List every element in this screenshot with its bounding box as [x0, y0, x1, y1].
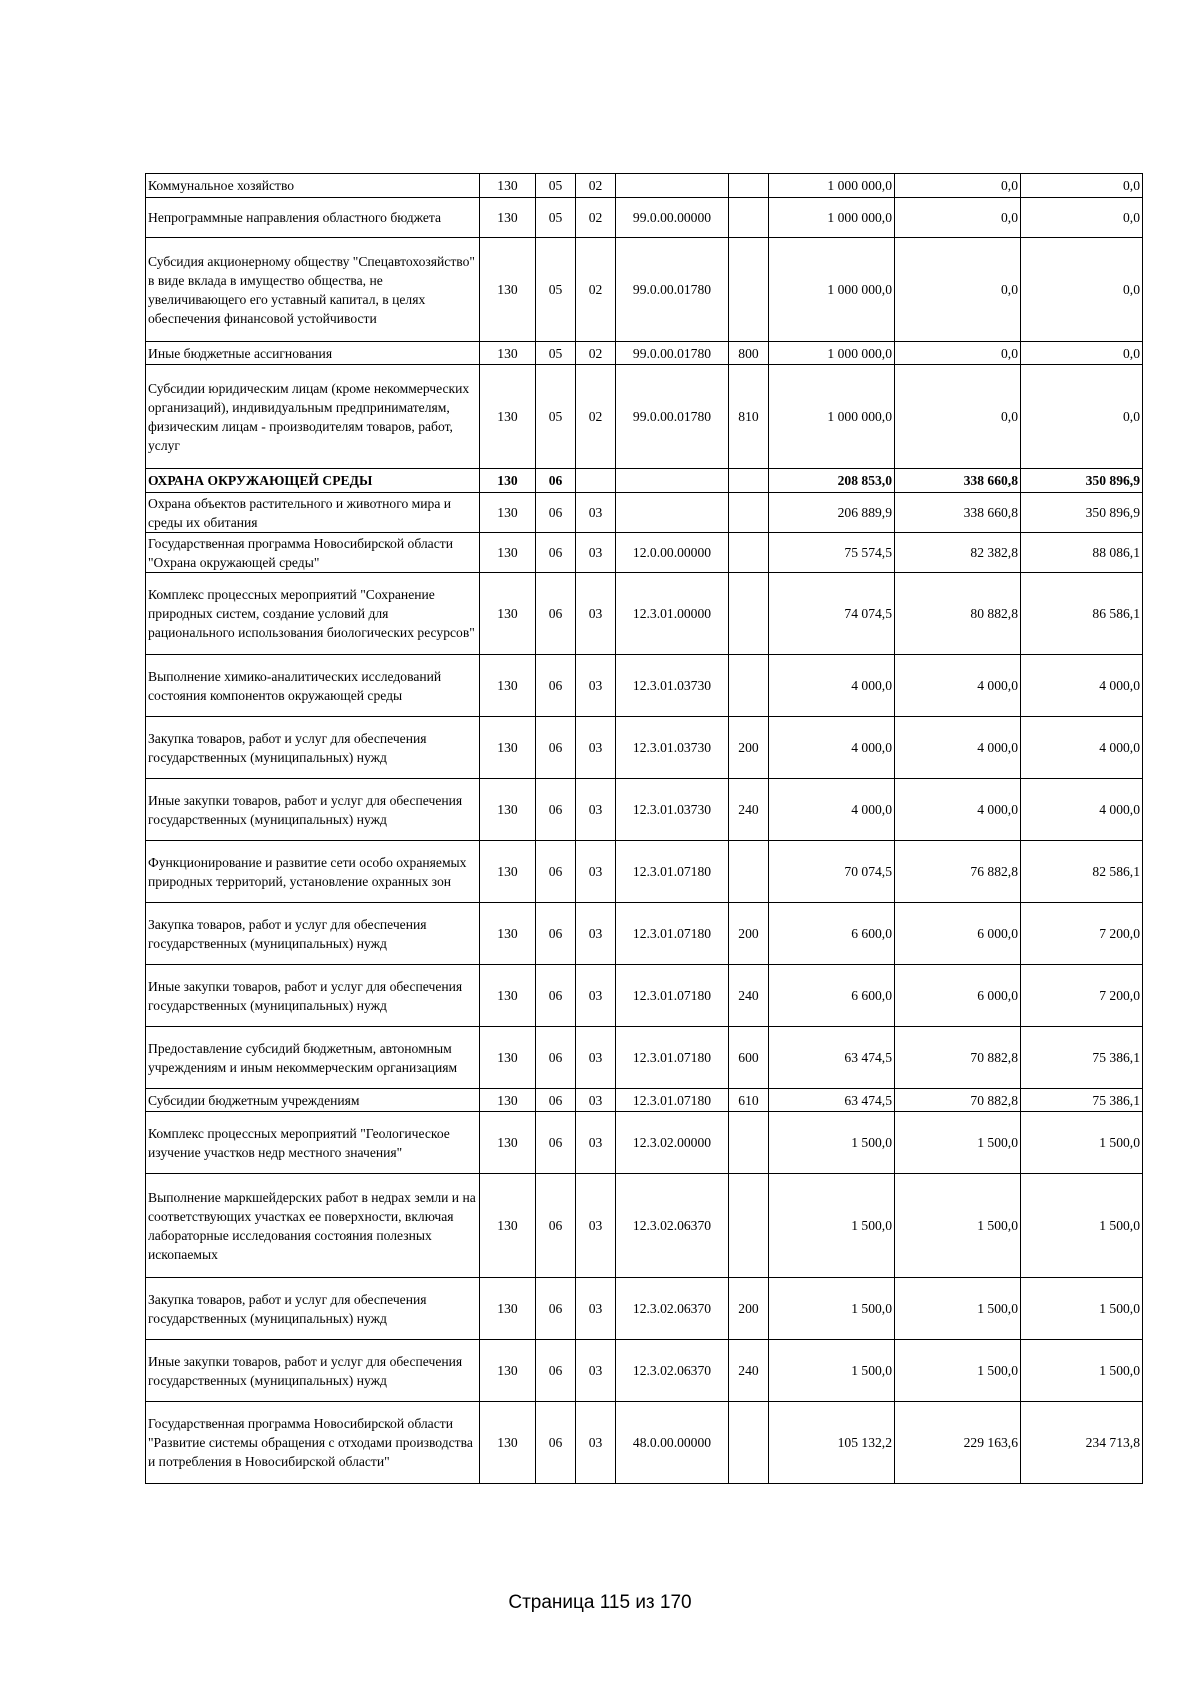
ministry-code: 130: [480, 903, 536, 965]
table-row: [146, 717, 1143, 779]
row-name: Субсидии юридическим лицам (кроме некоммерческих организаций), индивидуальным предпринимателям, физическим лицам - производителям товаров, работ, услуг: [146, 365, 480, 469]
section-code: 06: [536, 1278, 576, 1340]
amount-2: 338 660,8: [895, 469, 1021, 493]
row-name: Выполнение маркшейдерских работ в недрах земли и на соответствующих участках ее поверхности, включая лабораторные исследования состояния полезных ископаемых: [146, 1174, 480, 1278]
table-row: [146, 841, 1143, 903]
amount-2: 70 882,8: [895, 1027, 1021, 1089]
amount-2: 1 500,0: [895, 1278, 1021, 1340]
section-code: 06: [536, 469, 576, 493]
subsection-code: [576, 469, 616, 493]
expense-type-code: 200: [729, 717, 769, 779]
amount-2: 76 882,8: [895, 841, 1021, 903]
expense-type-code: [729, 198, 769, 238]
target-article-code: 12.3.02.06370: [616, 1340, 729, 1402]
expense-type-code: 810: [729, 365, 769, 469]
amount-2: 0,0: [895, 342, 1021, 365]
subsection-code: 03: [576, 573, 616, 655]
expense-type-code: 240: [729, 1340, 769, 1402]
section-code: 06: [536, 1340, 576, 1402]
table-row: [146, 1027, 1143, 1089]
ministry-code: 130: [480, 342, 536, 365]
target-article-code: [616, 469, 729, 493]
section-total-row: [146, 469, 1143, 493]
ministry-code: 130: [480, 365, 536, 469]
target-article-code: 12.3.02.06370: [616, 1174, 729, 1278]
section-code: 06: [536, 533, 576, 573]
amount-3: 1 500,0: [1021, 1340, 1143, 1402]
expense-type-code: [729, 174, 769, 198]
amount-3: 4 000,0: [1021, 779, 1143, 841]
amount-1: 63 474,5: [769, 1027, 895, 1089]
budget-table: [145, 173, 1143, 1484]
row-name: Закупка товаров, работ и услуг для обеспечения государственных (муниципальных) нужд: [146, 1278, 480, 1340]
section-code: 06: [536, 493, 576, 533]
amount-1: 6 600,0: [769, 965, 895, 1027]
ministry-code: 130: [480, 1340, 536, 1402]
table-row: [146, 1174, 1143, 1278]
ministry-code: 130: [480, 198, 536, 238]
section-code: 06: [536, 655, 576, 717]
amount-3: 88 086,1: [1021, 533, 1143, 573]
amount-2: 6 000,0: [895, 903, 1021, 965]
target-article-code: 12.0.00.00000: [616, 533, 729, 573]
target-article-code: 12.3.01.07180: [616, 1089, 729, 1112]
ministry-code: 130: [480, 779, 536, 841]
amount-1: 1 000 000,0: [769, 365, 895, 469]
target-article-code: 12.3.01.07180: [616, 841, 729, 903]
amount-3: 7 200,0: [1021, 965, 1143, 1027]
amount-3: 0,0: [1021, 198, 1143, 238]
expense-type-code: 200: [729, 903, 769, 965]
subsection-code: 03: [576, 655, 616, 717]
expense-type-code: 200: [729, 1278, 769, 1340]
row-name: Субсидии бюджетным учреждениям: [146, 1089, 480, 1112]
table-row: [146, 174, 1143, 198]
amount-1: 6 600,0: [769, 903, 895, 965]
amount-1: 4 000,0: [769, 655, 895, 717]
row-name: Государственная программа Новосибирской области "Охрана окружающей среды": [146, 533, 480, 573]
amount-3: 0,0: [1021, 174, 1143, 198]
amount-1: 1 000 000,0: [769, 238, 895, 342]
table-row: [146, 779, 1143, 841]
subsection-code: 02: [576, 198, 616, 238]
expense-type-code: 600: [729, 1027, 769, 1089]
ministry-code: 130: [480, 841, 536, 903]
table-row: [146, 365, 1143, 469]
amount-2: 70 882,8: [895, 1089, 1021, 1112]
amount-3: 75 386,1: [1021, 1089, 1143, 1112]
ministry-code: 130: [480, 1112, 536, 1174]
table-row: [146, 342, 1143, 365]
subsection-code: 02: [576, 174, 616, 198]
section-code: 06: [536, 717, 576, 779]
row-name: Субсидия акционерному обществу "Спецавтохозяйство" в виде вклада в имущество общества, не увеличивающего его уставный капитал, в целях обеспечения финансовой устойчивости: [146, 238, 480, 342]
amount-2: 1 500,0: [895, 1174, 1021, 1278]
section-code: 06: [536, 1027, 576, 1089]
expense-type-code: [729, 469, 769, 493]
target-article-code: 99.0.00.01780: [616, 342, 729, 365]
subsection-code: 03: [576, 1089, 616, 1112]
amount-1: 1 000 000,0: [769, 342, 895, 365]
expense-type-code: [729, 493, 769, 533]
expense-type-code: [729, 841, 769, 903]
section-code: 05: [536, 174, 576, 198]
row-name: Выполнение химико-аналитических исследований состояния компонентов окружающей среды: [146, 655, 480, 717]
amount-3: 234 713,8: [1021, 1402, 1143, 1484]
subsection-code: 02: [576, 365, 616, 469]
section-code: 06: [536, 573, 576, 655]
amount-3: 1 500,0: [1021, 1174, 1143, 1278]
row-name: Государственная программа Новосибирской области "Развитие системы обращения с отходами производства и потребления в Новосибирской области": [146, 1402, 480, 1484]
target-article-code: 12.3.01.07180: [616, 903, 729, 965]
amount-3: 7 200,0: [1021, 903, 1143, 965]
subsection-code: 03: [576, 841, 616, 903]
amount-1: 105 132,2: [769, 1402, 895, 1484]
expense-type-code: [729, 238, 769, 342]
amount-2: 0,0: [895, 365, 1021, 469]
amount-1: 208 853,0: [769, 469, 895, 493]
ministry-code: 130: [480, 965, 536, 1027]
subsection-code: 03: [576, 533, 616, 573]
table-row: [146, 1278, 1143, 1340]
amount-3: 82 586,1: [1021, 841, 1143, 903]
row-name: Охрана объектов растительного и животного мира и среды их обитания: [146, 493, 480, 533]
section-code: 05: [536, 238, 576, 342]
subsection-code: 03: [576, 493, 616, 533]
expense-type-code: [729, 655, 769, 717]
amount-2: 229 163,6: [895, 1402, 1021, 1484]
subsection-code: 03: [576, 1027, 616, 1089]
ministry-code: 130: [480, 1174, 536, 1278]
ministry-code: 130: [480, 655, 536, 717]
row-name: Иные закупки товаров, работ и услуг для обеспечения государственных (муниципальных) нужд: [146, 1340, 480, 1402]
ministry-code: 130: [480, 469, 536, 493]
expense-type-code: [729, 533, 769, 573]
subsection-code: 03: [576, 965, 616, 1027]
amount-1: 4 000,0: [769, 779, 895, 841]
amount-1: 75 574,5: [769, 533, 895, 573]
row-name: Функционирование и развитие сети особо охраняемых природных территорий, установление охранных зон: [146, 841, 480, 903]
amount-2: 4 000,0: [895, 717, 1021, 779]
row-name: Предоставление субсидий бюджетным, автономным учреждениям и иным некоммерческим организациям: [146, 1027, 480, 1089]
target-article-code: 99.0.00.01780: [616, 238, 729, 342]
ministry-code: 130: [480, 238, 536, 342]
amount-3: 0,0: [1021, 342, 1143, 365]
amount-2: 338 660,8: [895, 493, 1021, 533]
table-row: [146, 655, 1143, 717]
target-article-code: 99.0.00.01780: [616, 365, 729, 469]
row-name: Комплекс процессных мероприятий "Сохранение природных систем, создание условий для рационального использования биологических ресурсов": [146, 573, 480, 655]
amount-2: 1 500,0: [895, 1112, 1021, 1174]
amount-3: 0,0: [1021, 365, 1143, 469]
table-row: [146, 238, 1143, 342]
table-row: [146, 1112, 1143, 1174]
section-code: 06: [536, 1112, 576, 1174]
row-name: ОХРАНА ОКРУЖАЮЩЕЙ СРЕДЫ: [146, 469, 480, 493]
amount-2: 82 382,8: [895, 533, 1021, 573]
target-article-code: 99.0.00.00000: [616, 198, 729, 238]
row-name: Закупка товаров, работ и услуг для обеспечения государственных (муниципальных) нужд: [146, 903, 480, 965]
section-code: 06: [536, 1174, 576, 1278]
amount-1: 206 889,9: [769, 493, 895, 533]
row-name: Иные бюджетные ассигнования: [146, 342, 480, 365]
section-code: 05: [536, 198, 576, 238]
section-code: 06: [536, 903, 576, 965]
subsection-code: 03: [576, 1174, 616, 1278]
amount-1: 1 500,0: [769, 1174, 895, 1278]
target-article-code: 12.3.01.07180: [616, 965, 729, 1027]
target-article-code: 48.0.00.00000: [616, 1402, 729, 1484]
budget-table-body: [146, 174, 1143, 1484]
section-code: 05: [536, 342, 576, 365]
section-code: 06: [536, 1089, 576, 1112]
expense-type-code: [729, 1402, 769, 1484]
amount-2: 0,0: [895, 198, 1021, 238]
amount-1: 70 074,5: [769, 841, 895, 903]
target-article-code: 12.3.01.07180: [616, 1027, 729, 1089]
table-row: [146, 965, 1143, 1027]
subsection-code: 03: [576, 1340, 616, 1402]
ministry-code: 130: [480, 533, 536, 573]
target-article-code: 12.3.01.03730: [616, 779, 729, 841]
row-name: Непрограммные направления областного бюджета: [146, 198, 480, 238]
subsection-code: 03: [576, 717, 616, 779]
row-name: Закупка товаров, работ и услуг для обеспечения государственных (муниципальных) нужд: [146, 717, 480, 779]
table-row: [146, 1402, 1143, 1484]
subsection-code: 03: [576, 1278, 616, 1340]
table-row: [146, 1340, 1143, 1402]
ministry-code: 130: [480, 493, 536, 533]
amount-3: 4 000,0: [1021, 655, 1143, 717]
section-code: 06: [536, 965, 576, 1027]
amount-3: 4 000,0: [1021, 717, 1143, 779]
expense-type-code: 240: [729, 779, 769, 841]
target-article-code: 12.3.01.03730: [616, 717, 729, 779]
amount-2: 4 000,0: [895, 655, 1021, 717]
table-row: [146, 903, 1143, 965]
ministry-code: 130: [480, 1089, 536, 1112]
target-article-code: 12.3.01.03730: [616, 655, 729, 717]
row-name: Иные закупки товаров, работ и услуг для обеспечения государственных (муниципальных) нужд: [146, 779, 480, 841]
table-row: [146, 198, 1143, 238]
section-code: 06: [536, 779, 576, 841]
ministry-code: 130: [480, 1027, 536, 1089]
amount-1: 63 474,5: [769, 1089, 895, 1112]
expense-type-code: 800: [729, 342, 769, 365]
amount-3: 75 386,1: [1021, 1027, 1143, 1089]
target-article-code: [616, 174, 729, 198]
table-row: [146, 1089, 1143, 1112]
table-row: [146, 493, 1143, 533]
amount-3: 0,0: [1021, 238, 1143, 342]
table-row: [146, 573, 1143, 655]
expense-type-code: [729, 573, 769, 655]
amount-2: 6 000,0: [895, 965, 1021, 1027]
row-name: Комплекс процессных мероприятий "Геологическое изучение участков недр местного значения": [146, 1112, 480, 1174]
ministry-code: 130: [480, 717, 536, 779]
amount-3: 350 896,9: [1021, 469, 1143, 493]
amount-1: 1 000 000,0: [769, 198, 895, 238]
amount-1: 1 500,0: [769, 1112, 895, 1174]
subsection-code: 02: [576, 238, 616, 342]
amount-2: 0,0: [895, 174, 1021, 198]
page-number: Страница 115 из 170: [508, 1592, 692, 1613]
amount-1: 74 074,5: [769, 573, 895, 655]
table-row: [146, 533, 1143, 573]
subsection-code: 02: [576, 342, 616, 365]
section-code: 06: [536, 1402, 576, 1484]
ministry-code: 130: [480, 174, 536, 198]
expense-type-code: 240: [729, 965, 769, 1027]
amount-2: 4 000,0: [895, 779, 1021, 841]
expense-type-code: [729, 1174, 769, 1278]
expense-type-code: [729, 1112, 769, 1174]
amount-1: 1 000 000,0: [769, 174, 895, 198]
target-article-code: 12.3.02.06370: [616, 1278, 729, 1340]
expense-type-code: 610: [729, 1089, 769, 1112]
amount-3: 86 586,1: [1021, 573, 1143, 655]
ministry-code: 130: [480, 1402, 536, 1484]
row-name: Коммунальное хозяйство: [146, 174, 480, 198]
amount-1: 4 000,0: [769, 717, 895, 779]
amount-2: 1 500,0: [895, 1340, 1021, 1402]
target-article-code: [616, 493, 729, 533]
amount-3: 350 896,9: [1021, 493, 1143, 533]
section-code: 06: [536, 841, 576, 903]
section-code: 05: [536, 365, 576, 469]
target-article-code: 12.3.01.00000: [616, 573, 729, 655]
subsection-code: 03: [576, 779, 616, 841]
subsection-code: 03: [576, 1402, 616, 1484]
amount-3: 1 500,0: [1021, 1278, 1143, 1340]
amount-1: 1 500,0: [769, 1340, 895, 1402]
ministry-code: 130: [480, 573, 536, 655]
amount-2: 0,0: [895, 238, 1021, 342]
amount-3: 1 500,0: [1021, 1112, 1143, 1174]
amount-1: 1 500,0: [769, 1278, 895, 1340]
row-name: Иные закупки товаров, работ и услуг для обеспечения государственных (муниципальных) нужд: [146, 965, 480, 1027]
ministry-code: 130: [480, 1278, 536, 1340]
amount-2: 80 882,8: [895, 573, 1021, 655]
subsection-code: 03: [576, 903, 616, 965]
target-article-code: 12.3.02.00000: [616, 1112, 729, 1174]
subsection-code: 03: [576, 1112, 616, 1174]
